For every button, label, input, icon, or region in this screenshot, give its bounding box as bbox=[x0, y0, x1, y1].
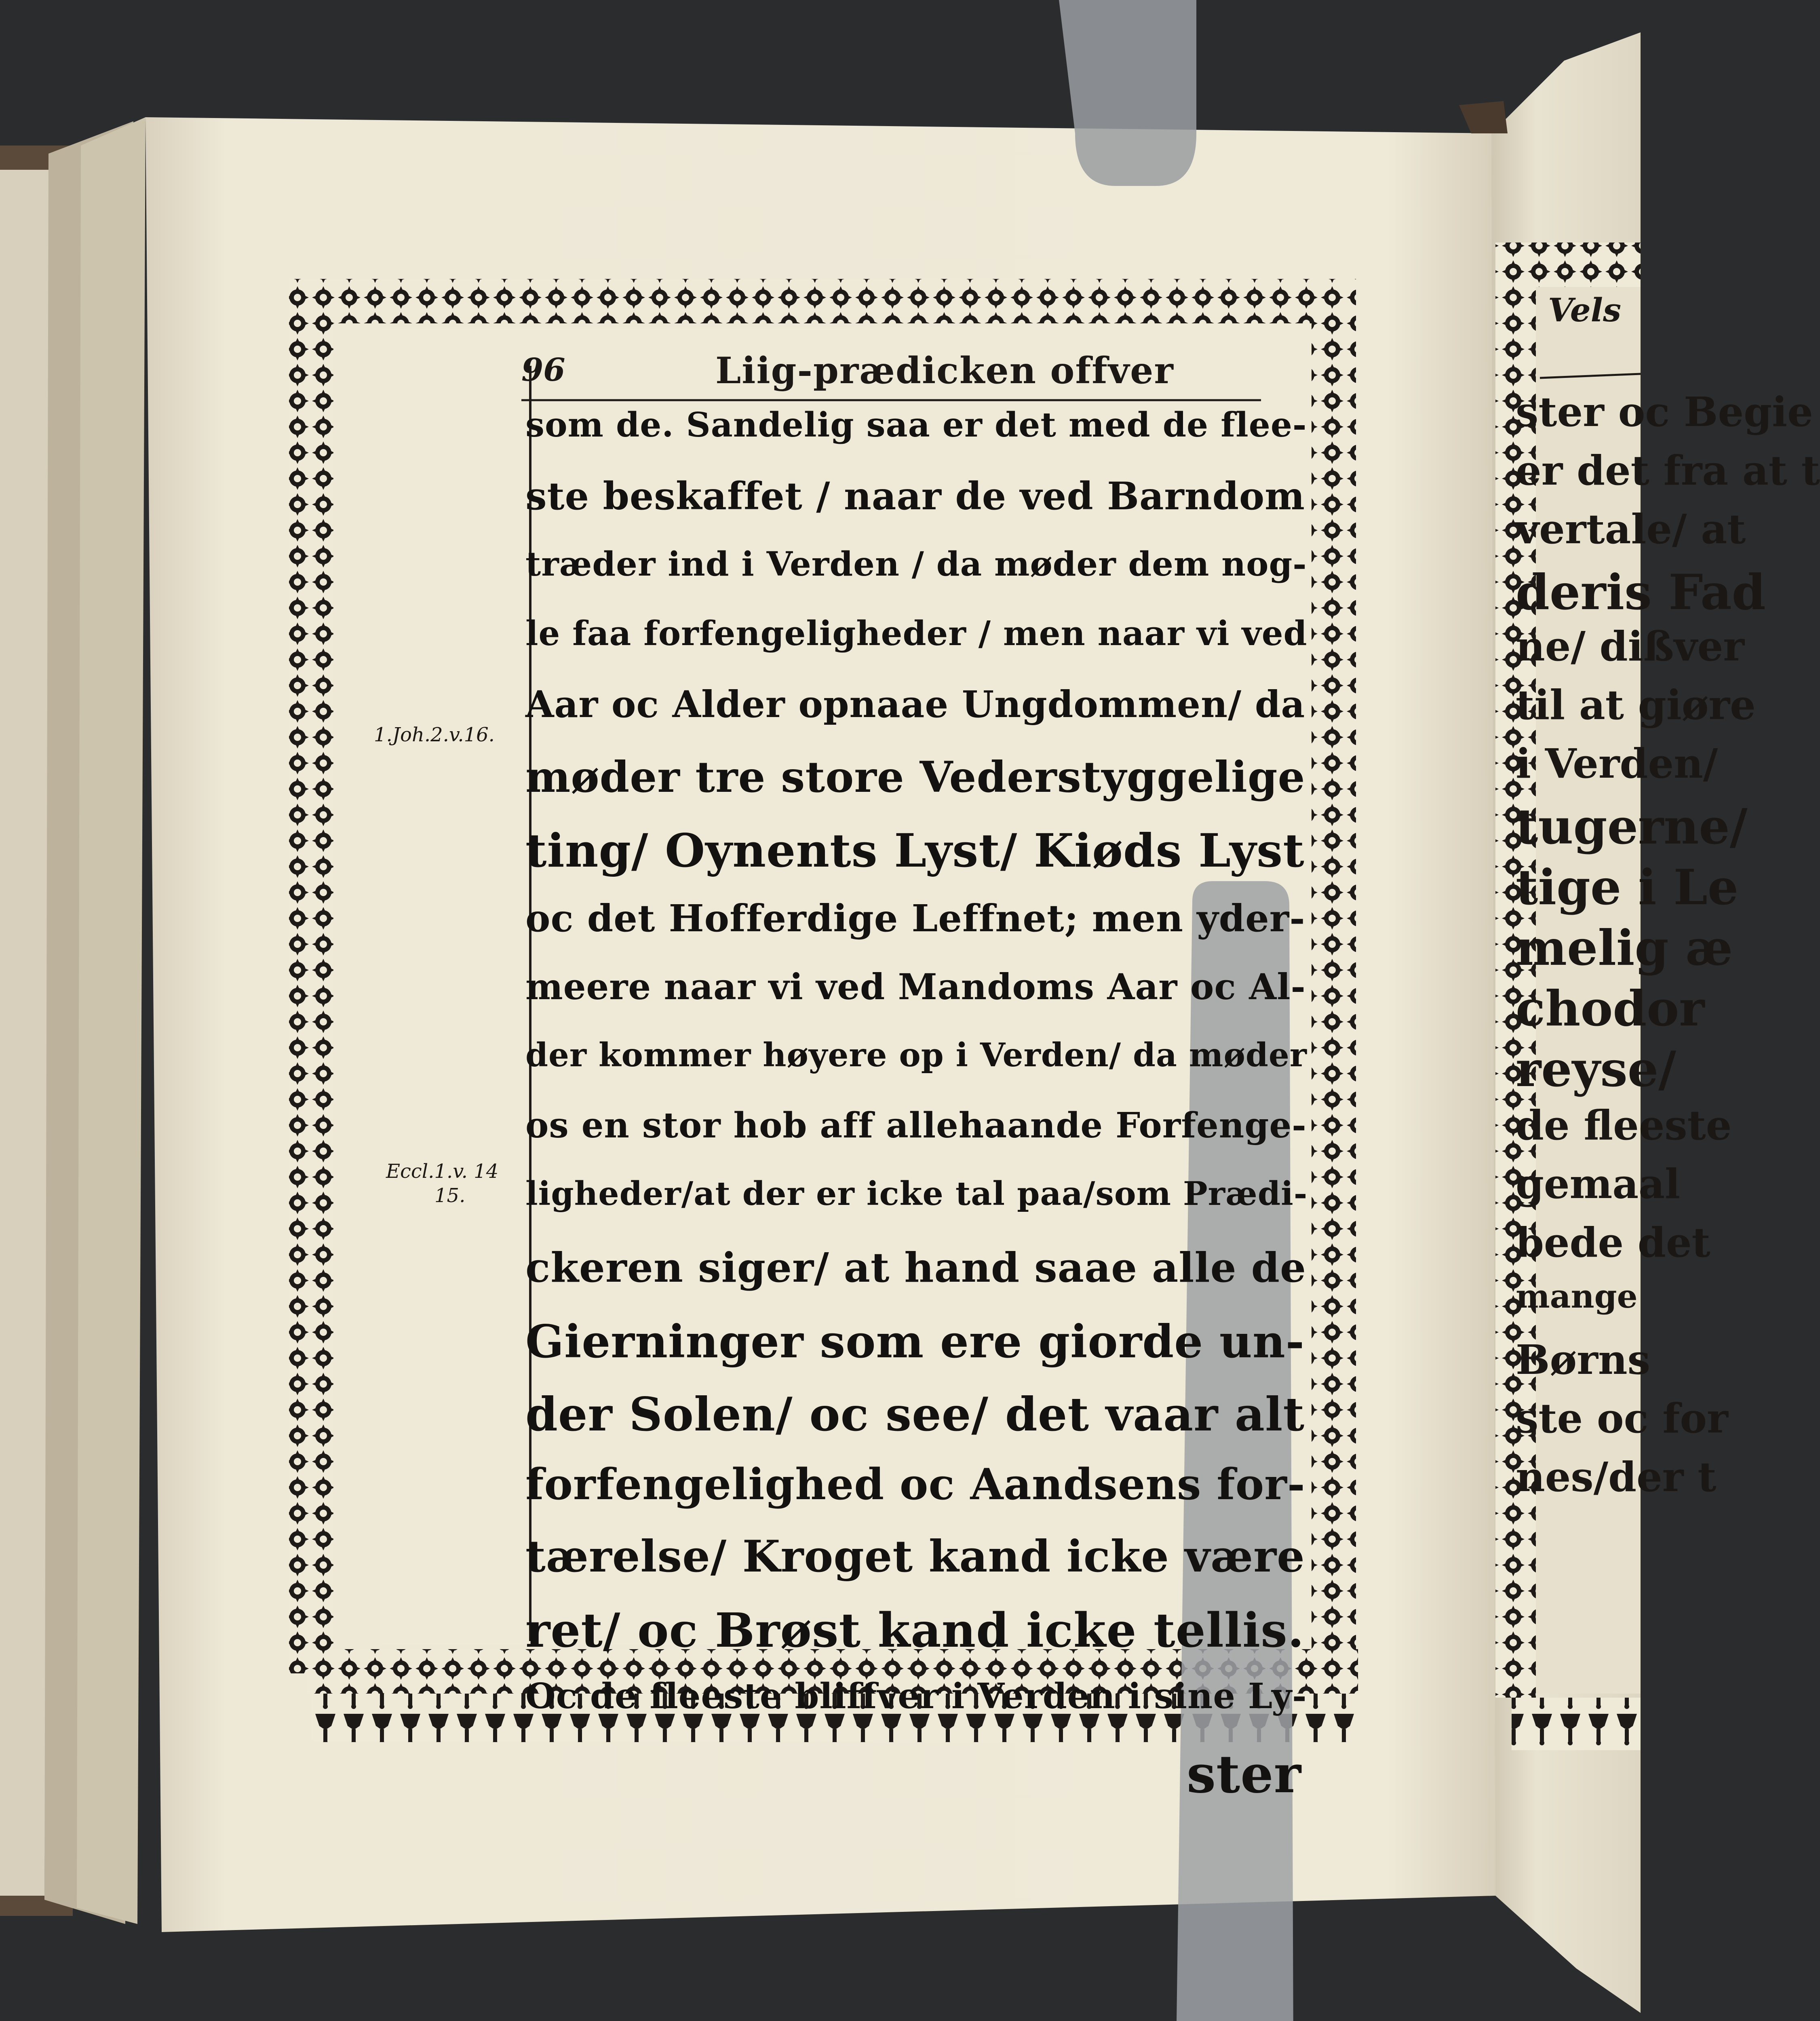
facing-line: er det fra at t bbox=[1516, 447, 1820, 494]
facing-line: tige i Le bbox=[1516, 859, 1739, 916]
text-line: der Solen/ oc see/ det vaar alt bbox=[525, 1387, 1305, 1441]
facing-line: gemaal bbox=[1516, 1160, 1680, 1208]
facing-line: vertale/ at bbox=[1516, 505, 1746, 553]
facing-line: ne/ dißver bbox=[1516, 622, 1744, 670]
facing-line: chodor bbox=[1516, 980, 1705, 1037]
facing-line: Børns bbox=[1516, 1336, 1650, 1384]
facing-line: deris Fad bbox=[1516, 564, 1766, 621]
facing-line: i Verden/ bbox=[1516, 740, 1718, 787]
margin-note-eccl-verse: 15. bbox=[434, 1184, 466, 1207]
text-line: os en stor hob aff allehaande Forfenge- bbox=[525, 1105, 1307, 1146]
facing-line: til at giøre bbox=[1516, 681, 1756, 729]
text-line: tærelse/ Kroget kand icke være bbox=[525, 1531, 1305, 1582]
facing-line: melig æ bbox=[1516, 920, 1733, 977]
facing-line: mange bbox=[1516, 1277, 1638, 1315]
text-line: ckeren siger/ at hand saae alle de bbox=[525, 1244, 1306, 1291]
facing-line: ster oc Begie bbox=[1516, 388, 1813, 436]
body-text bbox=[525, 405, 1308, 1818]
facing-page-header: Vels bbox=[1548, 291, 1622, 329]
text-line: forfengelighed oc Aandsens for- bbox=[525, 1459, 1305, 1509]
text-line: Oc de fleeste bliffver i Verden i sine Ly- bbox=[525, 1676, 1307, 1717]
page-number: 96 bbox=[521, 352, 565, 388]
text-line: ting/ Oynents Lyst/ Kiøds Lyst bbox=[525, 823, 1305, 878]
facing-line: nes/der t bbox=[1516, 1453, 1717, 1501]
text-line: træder ind i Verden / da møder dem nog- bbox=[525, 544, 1307, 584]
text-line: som de. Sandelig saa er det med de flee- bbox=[525, 405, 1307, 445]
text-line: le faa forfengeligheder / men naar vi ved bbox=[525, 614, 1308, 653]
text-line: Aar oc Alder opnaae Ungdommen/ da bbox=[525, 683, 1305, 726]
facing-page bbox=[1491, 226, 1820, 2021]
text-line: Gierninger som ere giorde un- bbox=[525, 1315, 1305, 1368]
text-line: der kommer høyere op i Verden/ da møder bbox=[525, 1036, 1307, 1074]
text-line: møder tre store Vederstyggelige bbox=[525, 752, 1305, 802]
text-line: ste beskaffet / naar de ved Barndom bbox=[525, 474, 1305, 519]
facing-line: tugerne/ bbox=[1516, 798, 1748, 855]
text-line: ligheder/at der er icke tal paa/som Prædi- bbox=[525, 1175, 1308, 1213]
facing-line: de fleeste bbox=[1516, 1101, 1732, 1149]
running-head: Liig-prædicken offver bbox=[715, 349, 1174, 392]
margin-note-eccl: Eccl.1.v. 14 bbox=[386, 1160, 499, 1183]
margin-note-john: 1.Joh.2.v.16. bbox=[374, 724, 495, 746]
text-line: oc det Hofferdige Leffnet; men yder- bbox=[525, 896, 1305, 940]
page-header bbox=[521, 348, 1281, 400]
text-line: meere naar vi ved Mandoms Aar oc Al- bbox=[525, 966, 1306, 1008]
catchword: ster bbox=[1186, 1744, 1301, 1805]
facing-line: bede det bbox=[1516, 1219, 1710, 1266]
text-line: ret/ oc Brøst kand icke tellis. bbox=[525, 1603, 1305, 1658]
facing-line: ste oc for bbox=[1516, 1394, 1728, 1442]
facing-line: reyse/ bbox=[1516, 1041, 1677, 1098]
